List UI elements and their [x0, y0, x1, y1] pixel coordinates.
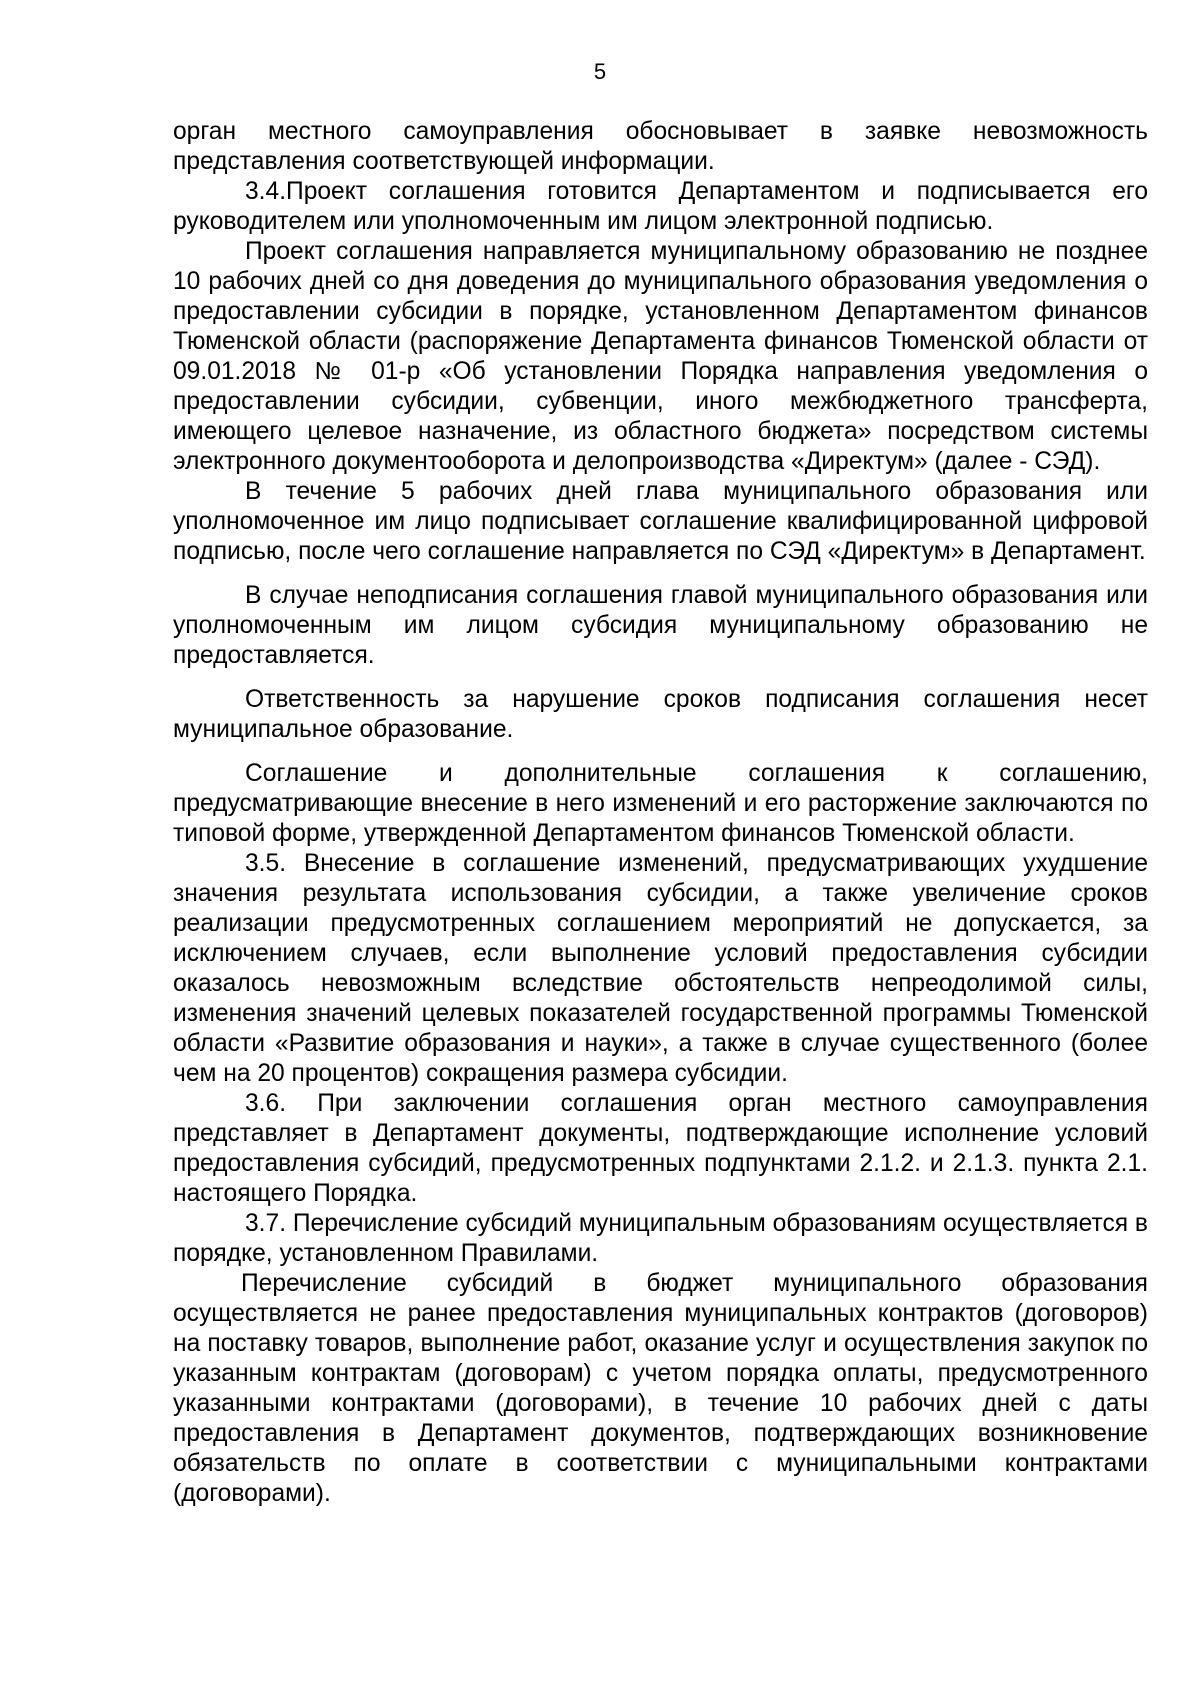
paragraph-3-4: 3.4.Проект соглашения готовится Департаментом и подписывается его руководителем или уполномоченным им лицом электронной подписью.: [173, 178, 1148, 235]
paragraph-3-5: 3.5. Внесение в соглашение изменений, предусматривающих ухудшение значения результата использования субсидии, а также увеличение сроков реализации предусмотренных соглашением мероприятий не допускается, за исключением случаев, если выполнение условий предоставления субсидии оказалось невозможным вследствие обстоятельств непреодолимой силы, изменения значений целевых показателей государственной программы Тюменской области «Развитие образования и науки», а также в случае существенного (более чем на 20 процентов) сокращения размера субсидии.: [173, 850, 1148, 1087]
document-body: [173, 117, 1148, 1509]
paragraph-supplementary-agreements: Соглашение и дополнительные соглашения к соглашению, предусматривающие внесение в него изменений и его расторжение заключаются по типовой форме, утвержденной Департаментом финансов Тюменской области.: [173, 760, 1148, 847]
page-number: 5: [593, 59, 607, 84]
paragraph-continuation: орган местного самоуправления обосновывает в заявке невозможность представления соответствующей информации.: [173, 118, 1148, 175]
paragraph-responsibility: Ответственность за нарушение сроков подписания соглашения несет муниципальное образование.: [173, 686, 1148, 743]
paragraph-3-7: 3.7. Перечисление субсидий муниципальным образованиям осуществляется в порядке, установленном Правилами.: [173, 1210, 1148, 1267]
paragraph-transfer-conditions: Перечисление субсидий в бюджет муниципального образования осуществляется не ранее предоставления муниципальных контрактов (договоров) на поставку товаров, выполнение работ, оказание услуг и осуществления закупок по указанным контрактам (договорам) с учетом порядка оплаты, предусмотренного указанными контрактами (договорами), в течение 10 рабочих дней с даты предоставления в Департамент документов, подтверждающих возникновение обязательств по оплате в соответствии с муниципальными контрактами (договорами).: [173, 1270, 1148, 1507]
paragraph-3-6: 3.6. При заключении соглашения орган местного самоуправления представляет в Департамент документы, подтверждающие исполнение условий предоставления субсидий, предусмотренных подпунктами 2.1.2. и 2.1.3. пункта 2.1. настоящего Порядка.: [173, 1090, 1148, 1207]
paragraph-not-signed: В случае неподписания соглашения главой муниципального образования или уполномоченным им лицом субсидия муниципальному образованию не предоставляется.: [173, 582, 1148, 669]
paragraph-draft-agreement: Проект соглашения направляется муниципальному образованию не позднее 10 рабочих дней со дня доведения до муниципального образования уведомления о предоставлении субсидии в порядке, установленном Департаментом финансов Тюменской области (распоряжение Департамента финансов Тюменской области от 09.01.2018 № 01-р «Об установлении Порядка направления уведомления о предоставлении субсидии, субвенции, иного межбюджетного трансферта, имеющего целевое назначение, из областного бюджета» посредством системы электронного документооборота и делопроизводства «Директум» (далее - СЭД).: [173, 238, 1148, 475]
paragraph-signing-term: В течение 5 рабочих дней глава муниципального образования или уполномоченное им лицо подписывает соглашение квалифицированной цифровой подписью, после чего соглашение направляется по СЭД «Директум» в Департамент.: [173, 478, 1148, 565]
